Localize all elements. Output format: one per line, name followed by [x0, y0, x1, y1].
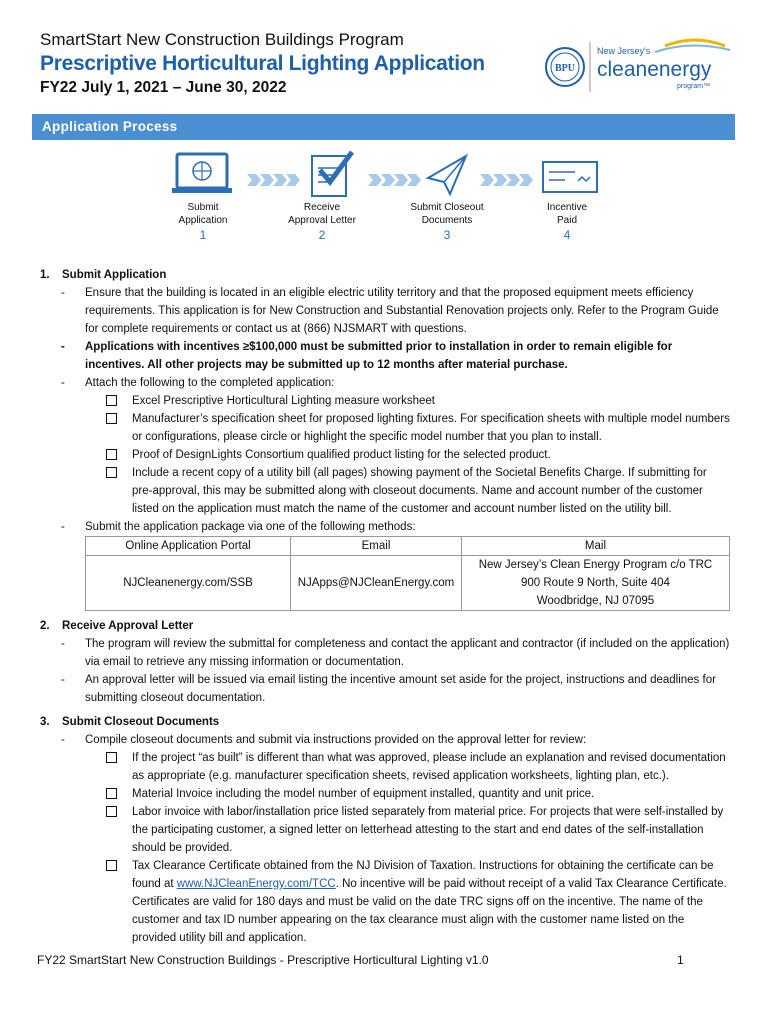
section-2-heading: 2. Receive Approval Letter — [40, 620, 194, 632]
s3-checkbox-3: Labor invoice with labor/installation price listed separately from material price. For projects that were self-installed by the participating customer, a signed letter on letterhead attesting to the start and end dates of the self-installation should be provided. — [40, 803, 730, 857]
s3-checkbox-4: Tax Clearance Certificate obtained from the NJ Division of Taxation. Instructions for obtaining the certificate can be found at www.NJCleanEnergy.com/TCC. No incentive will be paid without receipt of a valid Tax Clearance Certificate. Certificates are valid for 180 days and must be valid on the date TRC signs off on the incentive. The name of the customer and tax ID number appearing on the tax clearance must align with the customer name listed on the provided utility bill and application. — [40, 857, 730, 947]
s2-item-1: - The program will review the submittal for completeness and contact the applicant and contractor (if included on the application) via email to retrieve any missing information or documentation. — [40, 635, 730, 671]
s1-checkbox-4: Include a recent copy of a utility bill (all pages) showing payment of the Societal Benefits Charge. If submitting for pre-approval, this may be submitted along with closeout documents. Name and account number of the customer listed on the application must match the name of the customer and account number listed on the utility bill. — [40, 464, 730, 518]
mail-value: New Jersey’s Clean Energy Program c/o TRC 900 Route 9 North, Suite 404 Woodbridge, NJ 07095 — [461, 556, 729, 611]
logo-line2: cleanenergy — [597, 58, 712, 81]
checkbox-icon[interactable] — [106, 395, 117, 406]
page-number: 1 — [677, 953, 684, 967]
checkbox-icon[interactable] — [106, 788, 117, 799]
step-1-number: 1 — [199, 228, 207, 242]
col-mail: Mail — [461, 537, 729, 556]
checkbox-icon[interactable] — [106, 413, 117, 424]
s1-item-4: - Submit the application package via one of the following methods: — [40, 518, 730, 536]
step-2-label: Receive Approval Letter — [288, 202, 356, 226]
footer-text: FY22 SmartStart New Construction Buildings - Prescriptive Horticultural Lighting v1.0 — [37, 953, 489, 967]
step-1-label: Submit Application — [178, 202, 228, 226]
program-name: SmartStart New Construction Buildings Program — [40, 30, 404, 49]
s2-item-2: - An approval letter will be issued via email listing the incentive amount set aside for the project, instructions and deadlines for submitting closeout documentation. — [40, 671, 730, 707]
step-3-label: Submit Closeout Documents — [410, 202, 484, 226]
fiscal-dates: FY22 July 1, 2021 – June 30, 2022 — [40, 79, 287, 96]
s3-item-1: - Compile closeout documents and submit via instructions provided on the approval letter for review: — [40, 731, 730, 749]
s1-item-1: - Ensure that the building is located in an eligible electric utility territory and that the proposed equipment meets efficiency requirements. This application is for New Construction and Substantial Renovation projects only. Refer to the Program Guide for complete requirements or contact us at (866) NJSMART with questions. — [40, 284, 730, 338]
arrows-icon — [368, 174, 421, 186]
arrows-icon — [480, 174, 533, 186]
email-value: NJApps@NJCleanEnergy.com — [291, 556, 462, 611]
logo-line3: program™ — [677, 83, 711, 90]
instructions — [40, 262, 730, 947]
approval-letter-icon — [312, 152, 352, 196]
tcc-link[interactable]: www.NJCleanEnergy.com/TCC — [176, 878, 336, 890]
portal-value: NJCleanenergy.com/SSB — [86, 556, 291, 611]
section-1-heading: 1. Submit Application — [40, 269, 167, 281]
checkbox-icon[interactable] — [106, 467, 117, 478]
checkbox-icon[interactable] — [106, 752, 117, 763]
step-4-label: Incentive Paid — [546, 202, 588, 226]
s3-checkbox-2: Material Invoice including the model number of equipment installed, quantity and unit price. — [40, 785, 730, 803]
section-3-heading: 3. Submit Closeout Documents — [40, 716, 220, 728]
step-3-number: 3 — [443, 228, 451, 242]
s3-checkbox-1: If the project “as built” is different than what was approved, please include an explanation and revised documentation as appropriate (e.g. manufacturer specification sheets, revised application worksheets, lighting plan, etc.). — [40, 749, 730, 785]
s1-checkbox-1: Excel Prescriptive Horticultural Lighting measure worksheet — [40, 392, 730, 410]
checkbox-icon[interactable] — [106, 449, 117, 460]
submission-methods-table — [85, 536, 730, 611]
step-4-number: 4 — [563, 228, 571, 242]
checkbox-icon[interactable] — [106, 806, 117, 817]
computer-icon — [172, 154, 232, 193]
col-email: Email — [291, 537, 462, 556]
s1-item-3: - Attach the following to the completed application: — [40, 374, 730, 392]
logo-line1: New Jersey's — [597, 46, 651, 56]
s1-checkbox-2: Manufacturer’s specification sheet for proposed lighting fixtures. For specification sheets with multiple model numbers or configurations, please circle or highlight the specific model number that you plan to install. — [40, 410, 730, 446]
checkbox-icon[interactable] — [106, 860, 117, 871]
page-title: Prescriptive Horticultural Lighting Application — [40, 52, 485, 75]
arrows-icon — [247, 174, 300, 186]
s1-checkbox-3: Proof of DesignLights Consortium qualified product listing for the selected product. — [40, 446, 730, 464]
paper-plane-icon — [428, 156, 466, 194]
section-bar: Application Process — [32, 114, 735, 140]
bpu-seal-text: BPU — [555, 63, 575, 74]
clean-energy-logo — [545, 36, 735, 98]
step-2-number: 2 — [318, 228, 326, 242]
s1-item-2: - Applications with incentives ≥$100,000 must be submitted prior to installation in order to remain eligible for incentives. All other projects may be submitted up to 12 months after material purchase. — [40, 338, 730, 374]
check-payment-icon — [543, 162, 597, 192]
col-portal: Online Application Portal — [86, 537, 291, 556]
